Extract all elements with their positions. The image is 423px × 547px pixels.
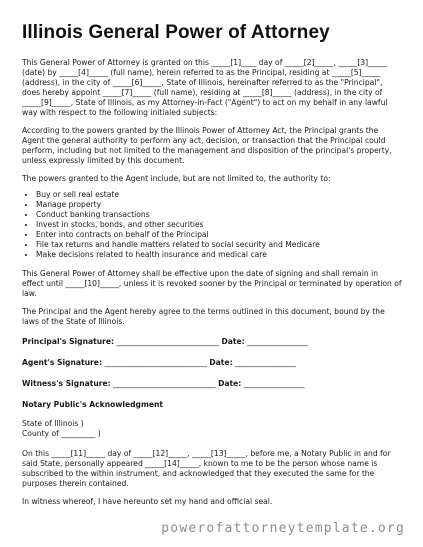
witness-signature-label: Witness's Signature: xyxy=(22,379,111,388)
agent-signature-row xyxy=(22,358,402,368)
notary-state-line: State of Illinois ) xyxy=(22,419,84,428)
powers-intro: The powers granted to the Agent include, but are not limited to, the authority to: xyxy=(22,174,331,183)
notary-body: On this _____[11]_____ day of _____[12]_____, _____[13]_____, before me, a Notary Public in and for said State, personally appeared _____[14]_____, known to me to be the person whose name is subscribed to the within instrument, and acknowledged that they executed the same for the purposes therein contained. xyxy=(22,449,391,488)
power-item: • Invest in stocks, bonds, and other securities xyxy=(36,220,402,230)
agent-signature-label: Agent's Signature: xyxy=(22,358,102,367)
witness-signature-row xyxy=(22,379,402,389)
power-item: • Conduct banking transactions xyxy=(36,210,402,220)
principal-date-label: Date: xyxy=(221,337,245,346)
document-page xyxy=(22,22,402,515)
notary-witness-line: In witness whereof, I have hereunto set my hand and official seal. xyxy=(22,497,273,506)
power-item: • Buy or sell real estate xyxy=(36,190,402,200)
principal-date-line: ________________ xyxy=(247,337,308,346)
powers-list xyxy=(22,190,402,260)
principal-signature-line: ___________________________ xyxy=(116,337,220,346)
principal-signature-row xyxy=(22,337,402,347)
document-title: Illinois General Power of Attorney xyxy=(22,22,330,43)
effective-paragraph: This General Power of Attorney shall be effective upon the date of signing and shall remain in effect until _____[10]_____, unless it is revoked sooner by the Principal or terminated by operation of law. xyxy=(22,269,402,298)
authority-paragraph: According to the powers granted by the Illinois Power of Attorney Act, the Principal grants the Agent the general authority to perform any act, decision, or transaction that the Principal could perform, including but not limited to the management and disposition of the principal's property, unless expressly limited by this document. xyxy=(22,126,392,165)
principal-signature-label: Principal's Signature: xyxy=(22,337,115,346)
notary-county-line: County of _________ ) xyxy=(22,429,101,438)
witness-signature-line: ___________________________ xyxy=(113,379,216,388)
witness-date-label: Date: xyxy=(218,379,242,388)
agent-signature-line: ___________________________ xyxy=(104,358,207,367)
witness-date-line: ________________ xyxy=(243,379,305,388)
notary-heading: Notary Public's Acknowledgment xyxy=(22,400,164,409)
agent-date-label: Date: xyxy=(209,358,233,367)
notary-venue xyxy=(22,419,402,439)
site-watermark: powerofattorneytemplate.org xyxy=(161,521,405,536)
power-item: • File tax returns and handle matters related to social security and Medicare xyxy=(36,240,402,250)
power-item: • Enter into contracts on behalf of the Principal xyxy=(36,230,402,240)
agreement-paragraph: The Principal and the Agent hereby agree to the terms outlined in this document, bound by the laws of the State of Illinois. xyxy=(22,307,385,326)
intro-paragraph: This General Power of Attorney is granted on this _____[1]____ day of _____[2]_____, _____[3]_____ (date) by _____[4]_____ (full name), herein referred to as the Principal, residing at _____[5]_____ (address), in the city of _____[6]_____, State of Illinois, hereinafter referred to as the "Principal", does hereby appoint _____[7]_____ (full name), residing at _____[8]_____ (address), in the city of _____[9]_____, State of Illinois, as my Attorney-in-Fact ("Agent") to act on my behalf in any lawful way with respect to the following initialed subjects: xyxy=(22,58,388,117)
power-item: • Manage property xyxy=(36,200,402,210)
power-item: • Make decisions related to health insurance and medical care xyxy=(36,250,402,260)
agent-date-line: ________________ xyxy=(235,358,296,367)
